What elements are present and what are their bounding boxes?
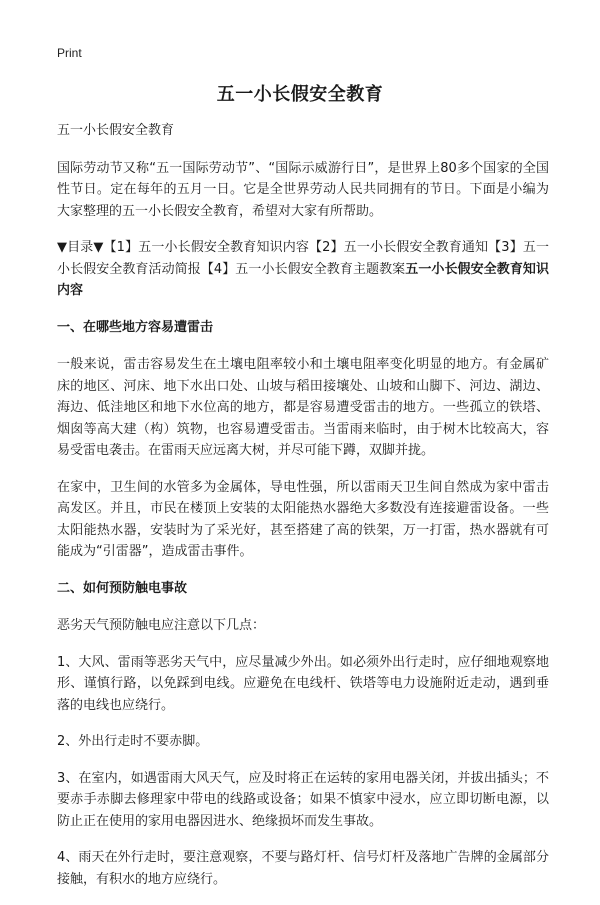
article-subtitle: 五一小长假安全教育 xyxy=(57,123,175,138)
section2-lead: 恶劣天气预防触电应注意以下几点： xyxy=(57,618,266,633)
page-title: 五一小长假安全教育 xyxy=(216,84,384,105)
toc-item-1[interactable]: 【1】五一小长假安全教育知识内容 xyxy=(103,240,309,255)
section1-paragraph-1: 一般来说，雷击容易发生在土壤电阻率较小和土壤电阻率变化明显的地方。有金属矿床的地区、河床、地下水出口处、山坡与稻田接壤处、山坡和山脚下、河边、湖边、海边、低洼地区和地下水位高的地方，都是容易遭受雷击的地方。一些孤立的铁塔、烟囱等高大建（构）筑物，也容易遭受雷击。当雷雨来临时，由于树木比较高大，容易受雷电袭击。在雷雨天应远离大树，并尽可能下蹲，双脚并拢。 xyxy=(57,357,549,458)
toc-item-4[interactable]: 【4】五一小长假安全教育主题教案 xyxy=(200,261,406,277)
section2-item-4: 4、雨天在外行走时，要注意观察，不要与路灯杆、信号灯杆及落地广告牌的金属部分接触，有积水的地方应绕行。 xyxy=(57,850,549,887)
toc-bold-heading: 五一小长假安全教育知识内容 xyxy=(57,261,549,298)
toc-item-3[interactable]: 【3】五一小长假安全教育活动简报 xyxy=(57,240,549,277)
intro-paragraph: 国际劳动节又称“五一国际劳动节”、“国际示威游行日”，是世界上80多个国家的全国性节日。定在每年的五月一日。它是全世界劳动人民共同拥有的节日。下面是小编为大家整理的五一小长假安全教育，希望对大家有所帮助。 xyxy=(57,160,549,219)
section2-item-1: 1、大风、雷雨等恶劣天气中，应尽量减少外出。如必须外出行走时，应仔细地观察地形、谨慎行路，以免踩到电线。应避免在电线杆、铁塔等电力设施附近走动，遇到垂落的电线也应绕行。 xyxy=(57,654,549,713)
toc-prefix: ▼目录▼ xyxy=(57,240,104,255)
print-link[interactable]: Print xyxy=(57,46,82,60)
toc-item-2[interactable]: 【2】五一小长假安全教育通知 xyxy=(309,240,489,255)
section2-heading: 二、如何预防触电事故 xyxy=(57,580,188,596)
article-body xyxy=(57,120,549,905)
section1-heading: 一、在哪些地方容易遭雷击 xyxy=(57,319,214,335)
table-of-contents xyxy=(57,237,549,302)
section2-item-3: 3、在室内，如遇雷雨大风天气，应及时将正在运转的家用电器关闭，并拔出插头；不要赤手赤脚去修理家中带电的线路或设备；如果不慎家中浸水，应立即切断电源，以防止正在使用的家用电器因进水、绝缘损坏而发生事故。 xyxy=(57,770,549,829)
section1-paragraph-2: 在家中，卫生间的水管多为金属体，导电性强，所以雷雨天卫生间自然成为家中雷击高发区。并且，市民在楼顶上安装的太阳能热水器绝大多数没有连接避雷设备。一些太阳能热水器，安装时为了采光好，甚至搭建了高的铁架，万一打雷，热水器就有可能成为“引雷器”，造成雷击事件。 xyxy=(57,479,549,559)
section2-item-2: 2、外出行走时不要赤脚。 xyxy=(57,734,209,749)
